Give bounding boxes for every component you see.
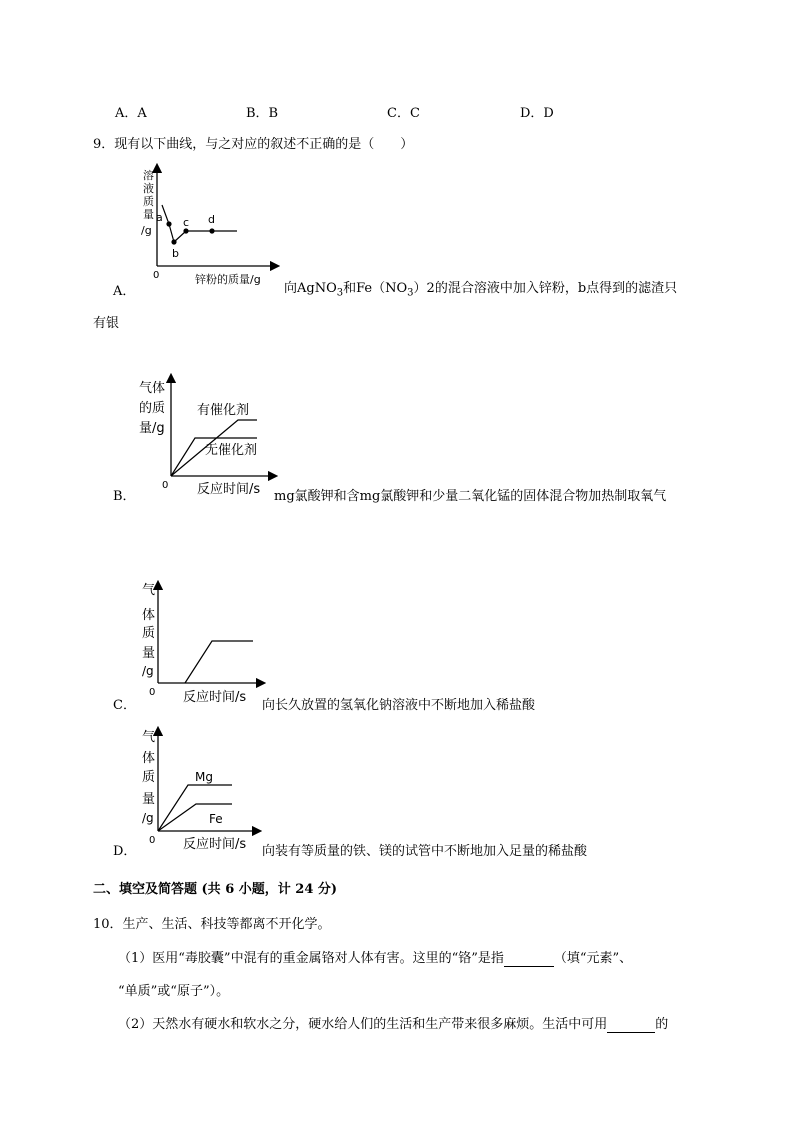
ylabel-line: 量 bbox=[142, 646, 156, 661]
ylabel-line: 量 bbox=[143, 208, 154, 221]
ylabel-line: 体 bbox=[142, 608, 156, 623]
series-label: 有催化剂 bbox=[197, 403, 250, 418]
ylabel-line: 质 bbox=[142, 626, 156, 641]
section-heading: 二、填空及简答题 (共 6 小题，计 24 分) bbox=[93, 882, 338, 897]
q9-d-letter: D． bbox=[113, 844, 137, 859]
point-label: c bbox=[183, 216, 190, 229]
origin-label: 0 bbox=[149, 687, 156, 698]
ylabel-line: 液 bbox=[143, 182, 154, 195]
option-b: B．B bbox=[246, 106, 279, 121]
origin-label: 0 bbox=[153, 270, 160, 281]
q9-b-text: mg氯酸钾和含mg氯酸钾和少量二氧化锰的固体混合物加热制取氧气 bbox=[274, 489, 667, 504]
series-label: 无催化剂 bbox=[205, 443, 258, 458]
graph-b bbox=[135, 370, 280, 500]
point-label: b bbox=[172, 247, 179, 260]
ylabel-line: 质 bbox=[143, 195, 154, 208]
ylabel-line: /g bbox=[141, 224, 152, 237]
q9-a-text: 向AgNO$_3$和$Fe(NO_3)2$的混合溶液中加入锌粉，b点得到的滤渣只 bbox=[284, 281, 678, 299]
point-label: d bbox=[208, 213, 215, 226]
q9-c-text: 向长久放置的氢氧化钠溶液中不断地加入稀盐酸 bbox=[262, 698, 536, 713]
answer-blank[interactable] bbox=[504, 951, 554, 967]
point-label: a bbox=[156, 211, 163, 224]
x-axis-label: 反应时间/s bbox=[197, 482, 261, 497]
graph-d bbox=[135, 726, 270, 856]
option-c: C．C bbox=[387, 106, 420, 121]
series-label: Mg bbox=[195, 770, 213, 784]
q9-d-text: 向装有等质量的铁、镁的试管中不断地加入足量的稀盐酸 bbox=[262, 844, 588, 859]
point-d bbox=[209, 228, 214, 233]
q10-part2: （2）天然水有硬水和软水之分，硬水给人们的生活和生产带来很多麻烦。生活中可用 的 bbox=[118, 1017, 669, 1032]
graph-c bbox=[135, 578, 270, 708]
point-c bbox=[183, 228, 188, 233]
ylabel-line: 体 bbox=[142, 751, 156, 766]
q10-part1-line2: “单质”或“原子”）。 bbox=[118, 984, 230, 999]
ylabel-line: 气 bbox=[142, 730, 156, 745]
option-a: A．A bbox=[115, 106, 147, 121]
q9-a-letter: A． bbox=[113, 284, 136, 299]
ylabel-line: 溶 bbox=[143, 169, 154, 182]
q9-stem: 9．现有以下曲线，与之对应的叙述不正确的是（ ） bbox=[93, 137, 414, 152]
option-d: D．D bbox=[520, 106, 554, 121]
ylabel-line: 气体 bbox=[139, 381, 166, 396]
ylabel-line: 气 bbox=[142, 583, 156, 598]
x-axis-label: 锌粉的质量/g bbox=[195, 273, 261, 286]
ylabel-line: 质 bbox=[142, 770, 156, 785]
q9-c-letter: C． bbox=[113, 698, 136, 713]
series-label: Fe bbox=[209, 812, 223, 826]
ylabel-line: 的质 bbox=[139, 401, 166, 416]
x-axis-label: 反应时间/s bbox=[183, 837, 247, 852]
q9-b-letter: B． bbox=[113, 489, 136, 504]
ylabel-line: 量 bbox=[142, 792, 156, 807]
ylabel-line: /g bbox=[142, 811, 154, 825]
q10-stem: 10．生产、生活、科技等都离不开化学。 bbox=[93, 917, 331, 932]
ylabel-line: /g bbox=[142, 664, 154, 678]
origin-label: 0 bbox=[162, 480, 169, 491]
point-a bbox=[166, 221, 171, 226]
curve-a bbox=[162, 205, 237, 242]
x-axis-label: 反应时间/s bbox=[183, 690, 247, 705]
q10-part1: （1）医用“毒胶囊”中混有的重金属铬对人体有害。这里的“铬”是指 （填“元素”、 bbox=[118, 951, 633, 966]
curve-c bbox=[185, 641, 253, 683]
ylabel-line: 量/g bbox=[139, 421, 165, 436]
q9-a-text-line2: 有银 bbox=[93, 316, 120, 331]
point-b bbox=[171, 239, 176, 244]
graph-a bbox=[135, 160, 285, 290]
answer-blank[interactable] bbox=[607, 1017, 655, 1033]
origin-label: 0 bbox=[149, 835, 156, 846]
